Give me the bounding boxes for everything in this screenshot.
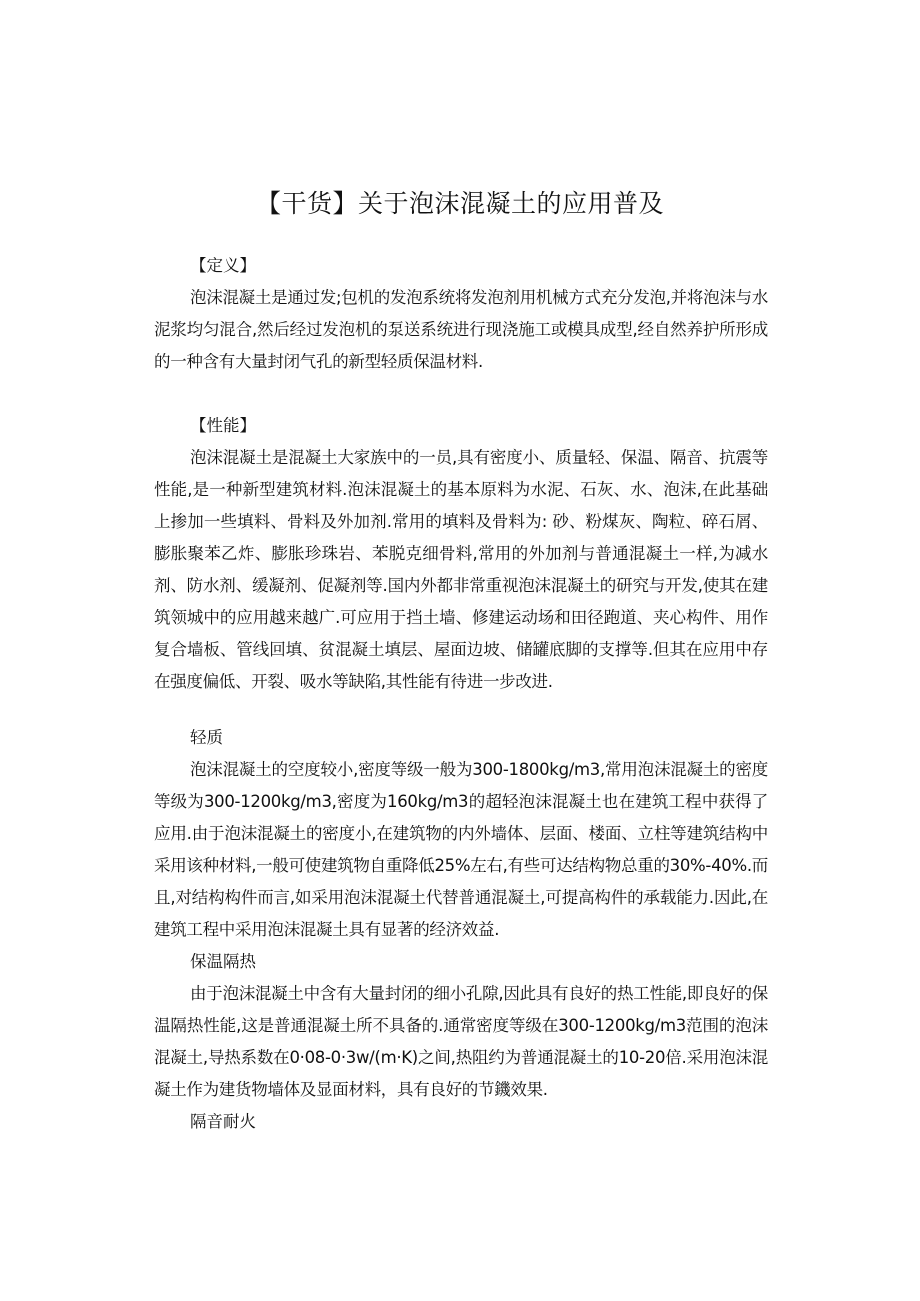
section-text-lightweight: 泡沫混凝土的空度较小,密度等级一般为300-1800kg/m3,常用泡沫混凝土的密度等级为300-1200kg/m3,密度为160kg/m3的超轻泡沫混凝土也在建筑工程中获得了应用.由于泡沫混凝土的密度小,在建筑物的内外墙体、层面、楼面、立柱等建筑结构中采用该种材料,一般可使建筑物自重降低25%左右,有些可达结构物总重的30%-40%.而且,对结构构件而言,如采用泡沫混凝土代替普通混凝土,可提高构件的承载能力.因此,在建筑工程中采用泡沫混凝土具有显著的经济效益. xyxy=(154,760,768,939)
section-heading-insulation: 保温隔热 xyxy=(190,952,256,971)
section-spacer xyxy=(154,378,768,410)
section-text-insulation: 由于泡沫混凝土中含有大量封闭的细小孔隙,因此具有良好的热工性能,即良好的保温隔热性能,这是普通混凝土所不具备的.通常密度等级在300-1200kg/m3范围的泡沫混凝土,导热系数在0·08-0·3w/(m·K)之间,热阻约为普通混凝土的10-20倍.采用泡沫混凝土作为建货物墙体及显面材料，具有良好的节鐖效果. xyxy=(154,984,768,1099)
section-text-definition: 泡沫混凝土是通过发;包机的发泡系统将发泡剂用机械方式充分发泡,并将泡沫与水泥浆均匀混合,然后经过发泡机的泵送系统进行现浇施工或模具成型,经自然养护所形成的一种含有大量封闭气孔的新型轻质保温材料. xyxy=(154,288,768,371)
document-title: 【干货】关于泡沫混凝土的应用普及 xyxy=(255,189,664,218)
document-body xyxy=(154,250,768,1138)
section-heading-performance: 【性能】 xyxy=(190,416,256,435)
section-heading-lightweight: 轻质 xyxy=(190,728,223,747)
section-heading-soundproof-fireproof: 隔音耐火 xyxy=(190,1112,256,1131)
section-text-performance: 泡沫混凝土是混凝土大家族中的一员,具有密度小、质量轻、保温、隔音、抗震等性能,是一种新型建筑材料.泡沫混凝土的基本原料为水泥、石灰、水、泡沫,在此基础上掺加一些填料、骨料及外加剂.常用的填料及骨料为: 砂、粉煤灰、陶粒、碎石屑、膨胀聚苯乙炸、膨胀珍珠岩、苯脱克细骨料,常用的外加剂与普通混凝土一样,为减水剂、防水剂、缓凝剂、促凝剂等.国内外都非常重视泡沫混凝土的研究与开发,使其在建筑领城中的应用越来越广.可应用于挡土墙、修建运动场和田径跑道、夹心构件、用作复合墙板、管线回填、贫混凝土填层、屋面边坡、储罐底脚的支撑等.但其在应用中存在强度偏低、开裂、吸水等缺陷,其性能有待进一步改进. xyxy=(154,448,768,691)
section-spacer xyxy=(154,698,768,722)
section-heading-definition: 【定义】 xyxy=(190,256,256,275)
